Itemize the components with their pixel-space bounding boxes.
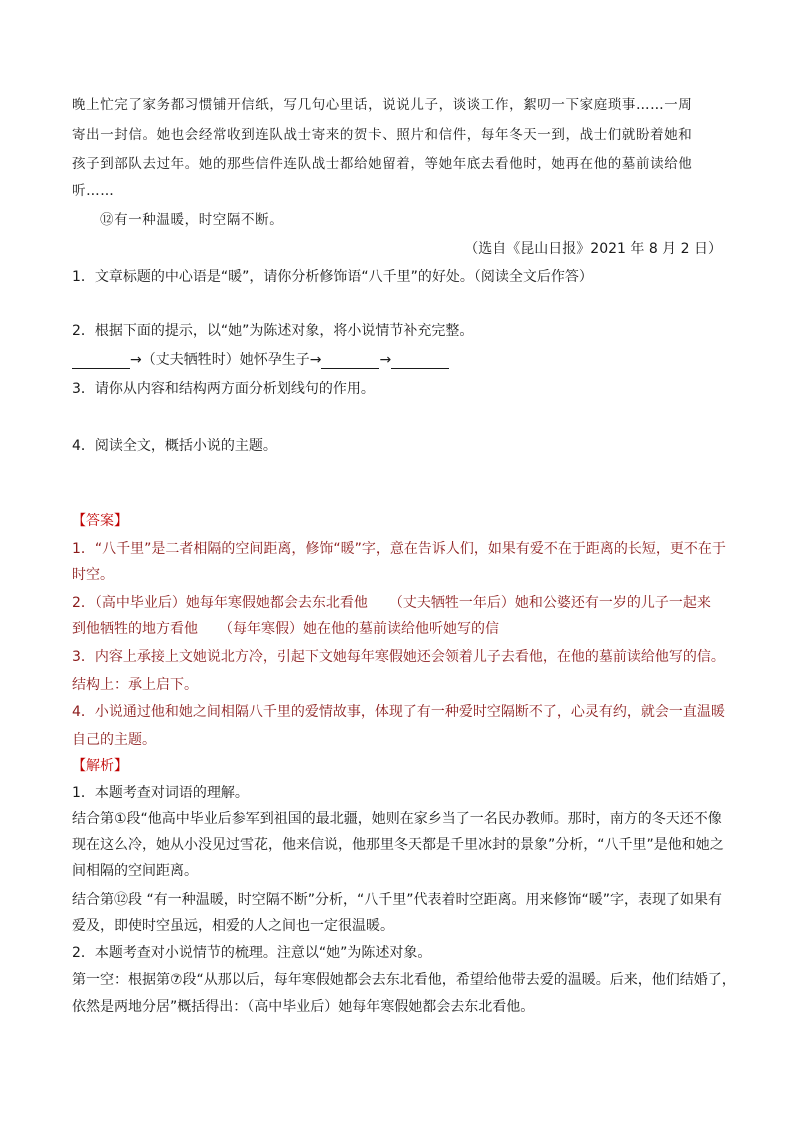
answer-1-line-1: 1．“八千里”是二者相隔的空间距离，修饰“暖”字，意在告诉人们，如果有爱不在于距离的长短，更不在于 [72, 541, 726, 557]
answer-2-line-2: 到他牺牲的地方看他 （每年寒假）她在他的墓前读给他听她写的信 [72, 621, 499, 637]
passage-line-1: 晚上忙完了家务都习惯铺开信纸，写几句心里话，说说儿子，谈谈工作，絮叨一下家庭琐事……一周 [72, 97, 693, 113]
analysis-1-para-1-line-2: 现在这么冷，她从小没见过雪花，他来信说，他那里冬天都是千里冰封的景象”分析，“八千里”是他和她之 [72, 837, 724, 853]
question-1: 1．文章标题的中心语是“暖”，请你分析修饰语“八千里”的好处。（阅读全文后作答） [72, 269, 593, 285]
analysis-1-para-2-line-1: 结合第⑫段 “有一种温暖，时空隔不断”分析，“八千里”代表着时空距离。用来修饰“暖”字，表现了如果有 [72, 892, 722, 908]
passage-line-3: 孩子到部队去过年。她的那些信件连队战士都给她留着，等她年底去看他时，她再在他的墓前读给他 [72, 156, 693, 172]
answer-4-line-2: 自己的主题。 [72, 732, 156, 748]
answer-heading: 【答案】 [72, 513, 128, 529]
analysis-2-para-1-line-2: 依然是两地分居”概括得出：（高中毕业后）她每年寒假她都会去东北看他。 [72, 999, 535, 1015]
question-3: 3．请你从内容和结构两方面分析划线句的作用。 [72, 381, 375, 397]
passage-line-4: 听…… [72, 183, 115, 199]
answer-1-line-2: 时空。 [72, 567, 114, 583]
passage-source: （选自《昆山日报》2021 年 8 月 2 日） [464, 241, 722, 257]
answer-4-line-1: 4．小说通过他和她之间相隔八千里的爱情故事，体现了有一种爱时空隔断不了，心灵有约，就会一直温暖 [72, 704, 725, 720]
passage-line-2: 寄出一封信。她也会经常收到连队战士寄来的贺卡、照片和信件，每年冬天一到，战士们就盼着她和 [72, 127, 693, 143]
analysis-2-title: 2．本题考查对小说情节的梳理。注意以“她”为陈述对象。 [72, 945, 432, 961]
analysis-2-para-1-line-1: 第一空：根据第⑦段“从那以后，每年寒假她都会去东北看他，希望给他带去爱的温暖。后来，他们结婚了， [72, 972, 736, 988]
question-2: 2．根据下面的提示，以“她”为陈述对象，将小说情节补充完整。 [72, 323, 474, 339]
question-2-plot-blanks [72, 351, 449, 369]
answer-3-line-1: 3．内容上承接上文她说北方冷，引起下文她每年寒假她还会领着儿子去看他，在他的墓前读给他写的信。 [72, 649, 725, 665]
answer-3-line-2: 结构上：承上启下。 [72, 677, 198, 693]
analysis-1-para-1-line-3: 间相隔的空间距离。 [72, 863, 198, 879]
blank-3[interactable] [391, 354, 449, 369]
question-4: 4．阅读全文，概括小说的主题。 [72, 438, 277, 454]
analysis-heading: 【解析】 [72, 758, 128, 774]
plot-hint-1: →（丈夫牺牲时）她怀孕生子→ [130, 352, 322, 368]
analysis-1-para-2-line-2: 爱及，即使时空虽远，相爱的人之间也一定很温暖。 [72, 918, 394, 934]
answer-2-line-1: 2．（高中毕业后）她每年寒假她都会去东北看他 （丈夫牺牲一年后）她和公婆还有一岁的儿子一起来 [72, 595, 711, 611]
plot-arrow: → [379, 352, 392, 368]
passage-paragraph-12: ⑫有一种温暖，时空隔不断。 [100, 212, 284, 228]
blank-1[interactable] [72, 354, 130, 369]
analysis-1-para-1-line-1: 结合第①段“他高中毕业后参军到祖国的最北疆，她则在家乡当了一名民办教师。那时，南方的冬天还不像 [72, 811, 722, 827]
blank-2[interactable] [321, 354, 379, 369]
analysis-1-title: 1．本题考查对词语的理解。 [72, 785, 249, 801]
